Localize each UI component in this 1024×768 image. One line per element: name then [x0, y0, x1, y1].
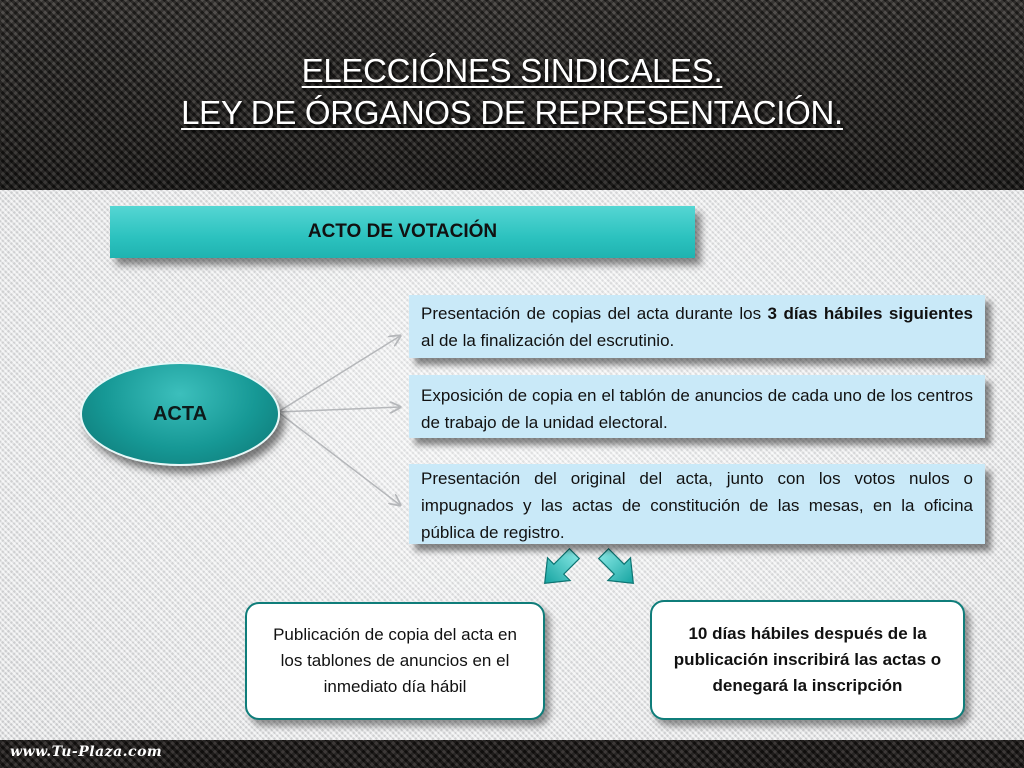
- branch-2-text: Exposición de copia en el tablón de anuncios de cada uno de los centros de trabajo de la unidad electoral.: [421, 386, 973, 432]
- outcome-1-text: Publicación de copia del acta en los tablones de anuncios en el inmediato día hábil: [273, 625, 517, 696]
- branch-3-text: Presentación del original del acta, junto con los votos nulos o impugnados y las actas de constitución de las mesas, en la oficina pública de registro.: [421, 469, 973, 542]
- branch-box-exposicion: [409, 375, 985, 438]
- acto-de-votacion-box: [110, 206, 695, 258]
- branch-1-text-bold: 3 días hábiles siguientes: [767, 304, 973, 323]
- outcome-box-publicacion: [245, 602, 545, 720]
- branch-box-original: [409, 464, 985, 544]
- acta-label: ACTA: [152, 402, 208, 425]
- branch-1-text-b: al de la finalización del escrutinio.: [421, 331, 675, 350]
- branch-box-copias: [409, 295, 985, 358]
- footer-bar: [0, 740, 1024, 768]
- connector-1: [278, 336, 400, 412]
- arrow-down-left-icon: [533, 542, 585, 594]
- arrow-down-right-icon: [592, 542, 644, 594]
- outcome-box-inscripcion: [650, 600, 965, 720]
- outcome-2-text: 10 días hábiles después de la publicación inscribirá las actas o denegará la inscripción: [673, 624, 942, 695]
- acta-node: [80, 362, 280, 466]
- branch-1-text-a: Presentación de copias del acta durante los: [421, 304, 768, 323]
- title-line-2: LEY DE ÓRGANOS DE REPRESENTACIÓN.: [181, 94, 843, 131]
- connector-2: [278, 407, 400, 412]
- title-line-1: ELECCIÓNES SINDICALES.: [301, 52, 723, 89]
- connector-3: [278, 412, 400, 505]
- acto-de-votacion-label: ACTO DE VOTACIÓN: [307, 221, 498, 242]
- watermark: www.Tu-Plaza.com: [10, 744, 163, 760]
